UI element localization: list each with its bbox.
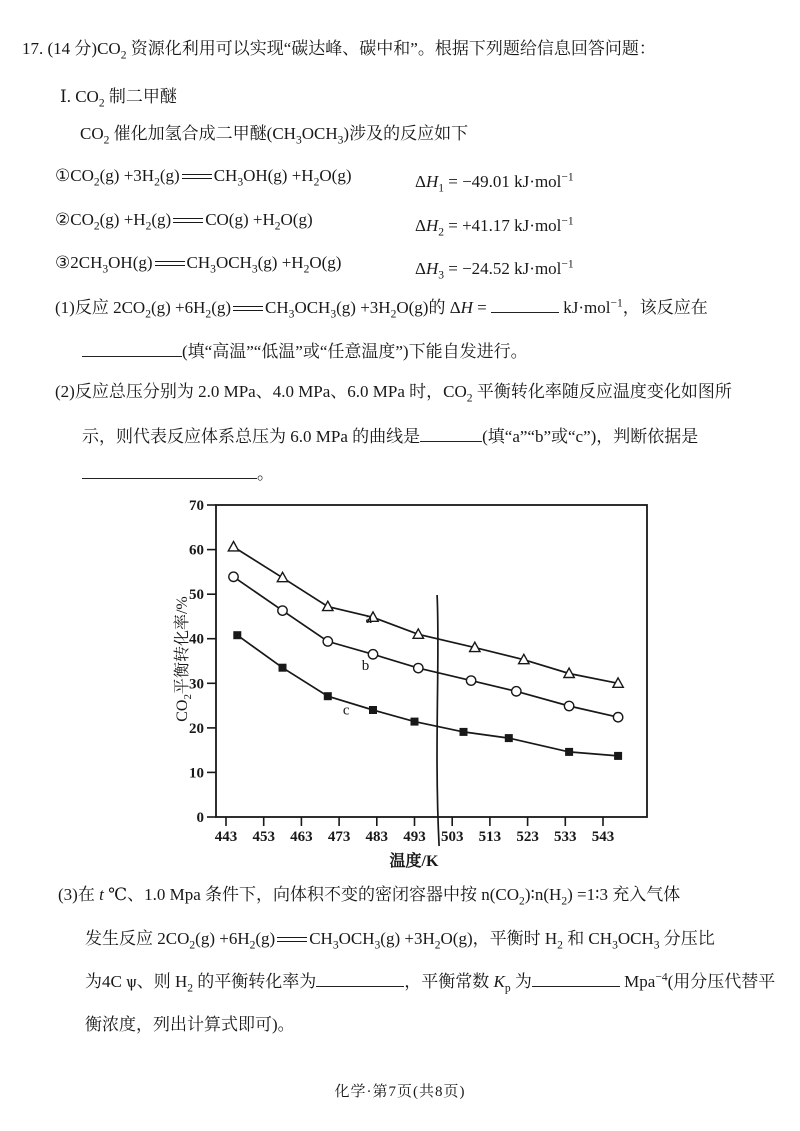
square-marker <box>505 734 513 742</box>
q1-line2: (填“高温”“低温”或“任意温度”)下能自发进行。 <box>82 340 528 362</box>
square-marker <box>411 718 419 726</box>
square-marker <box>565 748 573 756</box>
y-tick-label: 50 <box>189 587 204 604</box>
co2-conversion-chart <box>160 490 690 875</box>
series-b <box>229 572 623 722</box>
equation-2: $②CO_2(g) +H_2(g)$ $CO(g) +H_2O(g)$ <box>55 210 313 233</box>
fill-in-blank <box>532 970 620 987</box>
q3-line4: 衡浓度，列出计算式即可)。 <box>85 1015 295 1034</box>
circle-marker <box>564 701 573 710</box>
square-marker <box>279 664 287 672</box>
square-marker <box>369 706 377 714</box>
circle-marker <box>278 606 287 615</box>
section-1-title: Ⅰ. $CO_2$ 制二甲醚 <box>60 87 177 110</box>
y-tick-label: 70 <box>189 498 204 514</box>
x-tick-label: 533 <box>554 829 577 845</box>
double-bond-sign <box>182 174 212 179</box>
x-tick-label: 483 <box>365 829 389 845</box>
intro-line: $CO_2$ 催化加氢合成二甲醚$(CH_3OCH_3)$涉及的反应如下 <box>80 124 469 147</box>
y-tick-label: 30 <box>189 676 204 693</box>
x-tick-label: 493 <box>403 829 426 845</box>
double-bond-sign <box>173 218 203 223</box>
curve-label-c: c <box>342 702 350 719</box>
q3-line3: 为4Ϲ ѱ、则 $H_2$ 的平衡转化率为 ，平衡常数 $K_p$ 为 Mpa$^{-4}$(用分压代替平 <box>85 970 776 995</box>
chart-y-axis-label: $CO_2$平衡转化率/% <box>174 596 195 722</box>
chart-svg <box>160 490 690 875</box>
circle-marker <box>229 572 238 581</box>
series-c <box>233 631 622 760</box>
equation-1: $①CO_2(g) +3H_2(g)$ $CH_3OH(g) +H_2O(g)$ <box>55 166 352 189</box>
fill-in-blank <box>82 462 257 479</box>
circle-marker <box>414 663 423 672</box>
q3-line1: (3)在 t ℃、1.0 Mpa 条件下，向体积不变的密闭容器中按 $n(CO_2)∶n(H_2)$ =1∶3 充入气体 <box>58 885 681 908</box>
x-tick-label: 463 <box>290 829 313 845</box>
y-tick-label: 60 <box>189 542 204 559</box>
fill-in-blank <box>420 425 482 442</box>
triangle-marker <box>228 542 238 551</box>
y-tick-label: 0 <box>196 810 204 826</box>
x-tick-label: 443 <box>214 829 238 845</box>
delta-h-3: $\Delta H_3 = -24.52$ kJ·mol$^{-1}$ <box>415 257 574 282</box>
square-marker <box>614 752 622 760</box>
q2-line1: (2)反应总压分别为 2.0 MPa、4.0 MPa、6.0 MPa 时，$CO_2$ 平衡转化率随反应温度变化如图所 <box>55 382 732 405</box>
double-bond-sign <box>155 261 185 266</box>
triangle-marker <box>323 601 333 610</box>
double-bond-sign <box>277 937 307 942</box>
square-marker <box>460 728 468 736</box>
triangle-marker <box>277 572 288 581</box>
x-tick-label: 503 <box>440 829 464 845</box>
square-marker <box>233 631 241 639</box>
q2-line3: 。 <box>82 462 274 484</box>
circle-marker <box>613 713 622 722</box>
circle-marker <box>466 676 475 685</box>
fill-in-blank <box>491 296 559 313</box>
q1-line1: (1)反应 $2CO_2(g) +6H_2(g)$ $CH_3OCH_3(g) +3H_2O(g)$的 ΔH = kJ·mol$^{-1}$，该反应在 <box>55 296 708 321</box>
delta-h-1: $\Delta H_1 = -49.01$ kJ·mol$^{-1}$ <box>415 170 574 195</box>
x-tick-label: 523 <box>516 829 539 845</box>
curve-label-a: a <box>365 611 373 628</box>
q3-line2: 发生反应 $2CO_2(g) +6H_2(g)$ $CH_3OCH_3(g) +3H_2O(g)$，平衡时 $H_2$ 和 $CH_3OCH_3$ 分压比 <box>85 929 715 952</box>
square-marker <box>324 692 332 700</box>
plot-frame <box>216 505 647 817</box>
x-tick-label: 513 <box>478 829 502 845</box>
circle-marker <box>368 650 377 659</box>
stray-vertical-line <box>437 595 439 846</box>
q2-line2: 示，则代表反应体系总压为 6.0 MPa 的曲线是 (填“a”“b”或“c”)，判断依据是 <box>82 425 698 447</box>
fill-in-blank <box>316 970 404 987</box>
x-tick-label: 453 <box>252 829 275 845</box>
page-footer: 化学·第7页(共8页) <box>334 1084 466 1100</box>
x-tick-label: 473 <box>327 829 351 845</box>
circle-marker <box>323 637 332 646</box>
chart-x-axis-label: 温度/K <box>389 853 439 870</box>
fill-in-blank <box>82 340 182 357</box>
question-number-line: 17. (14 分)$CO_2$ 资源化利用可以实现“碳达峰、碳中和”。根据下列题给信息回答问题： <box>22 39 656 62</box>
y-tick-label: 40 <box>189 631 204 648</box>
equation-3: $③2CH_3OH(g)$ $CH_3OCH_3(g) +H_2O(g)$ <box>55 253 342 276</box>
x-tick-label: 543 <box>591 829 615 845</box>
y-tick-label: 10 <box>189 765 204 782</box>
circle-marker <box>512 687 521 696</box>
y-tick-label: 20 <box>189 720 204 737</box>
curve-label-b: b <box>361 657 370 674</box>
double-bond-sign <box>233 306 263 311</box>
delta-h-2: $\Delta H_2 = +41.17$ kJ·mol$^{-1}$ <box>415 214 574 239</box>
